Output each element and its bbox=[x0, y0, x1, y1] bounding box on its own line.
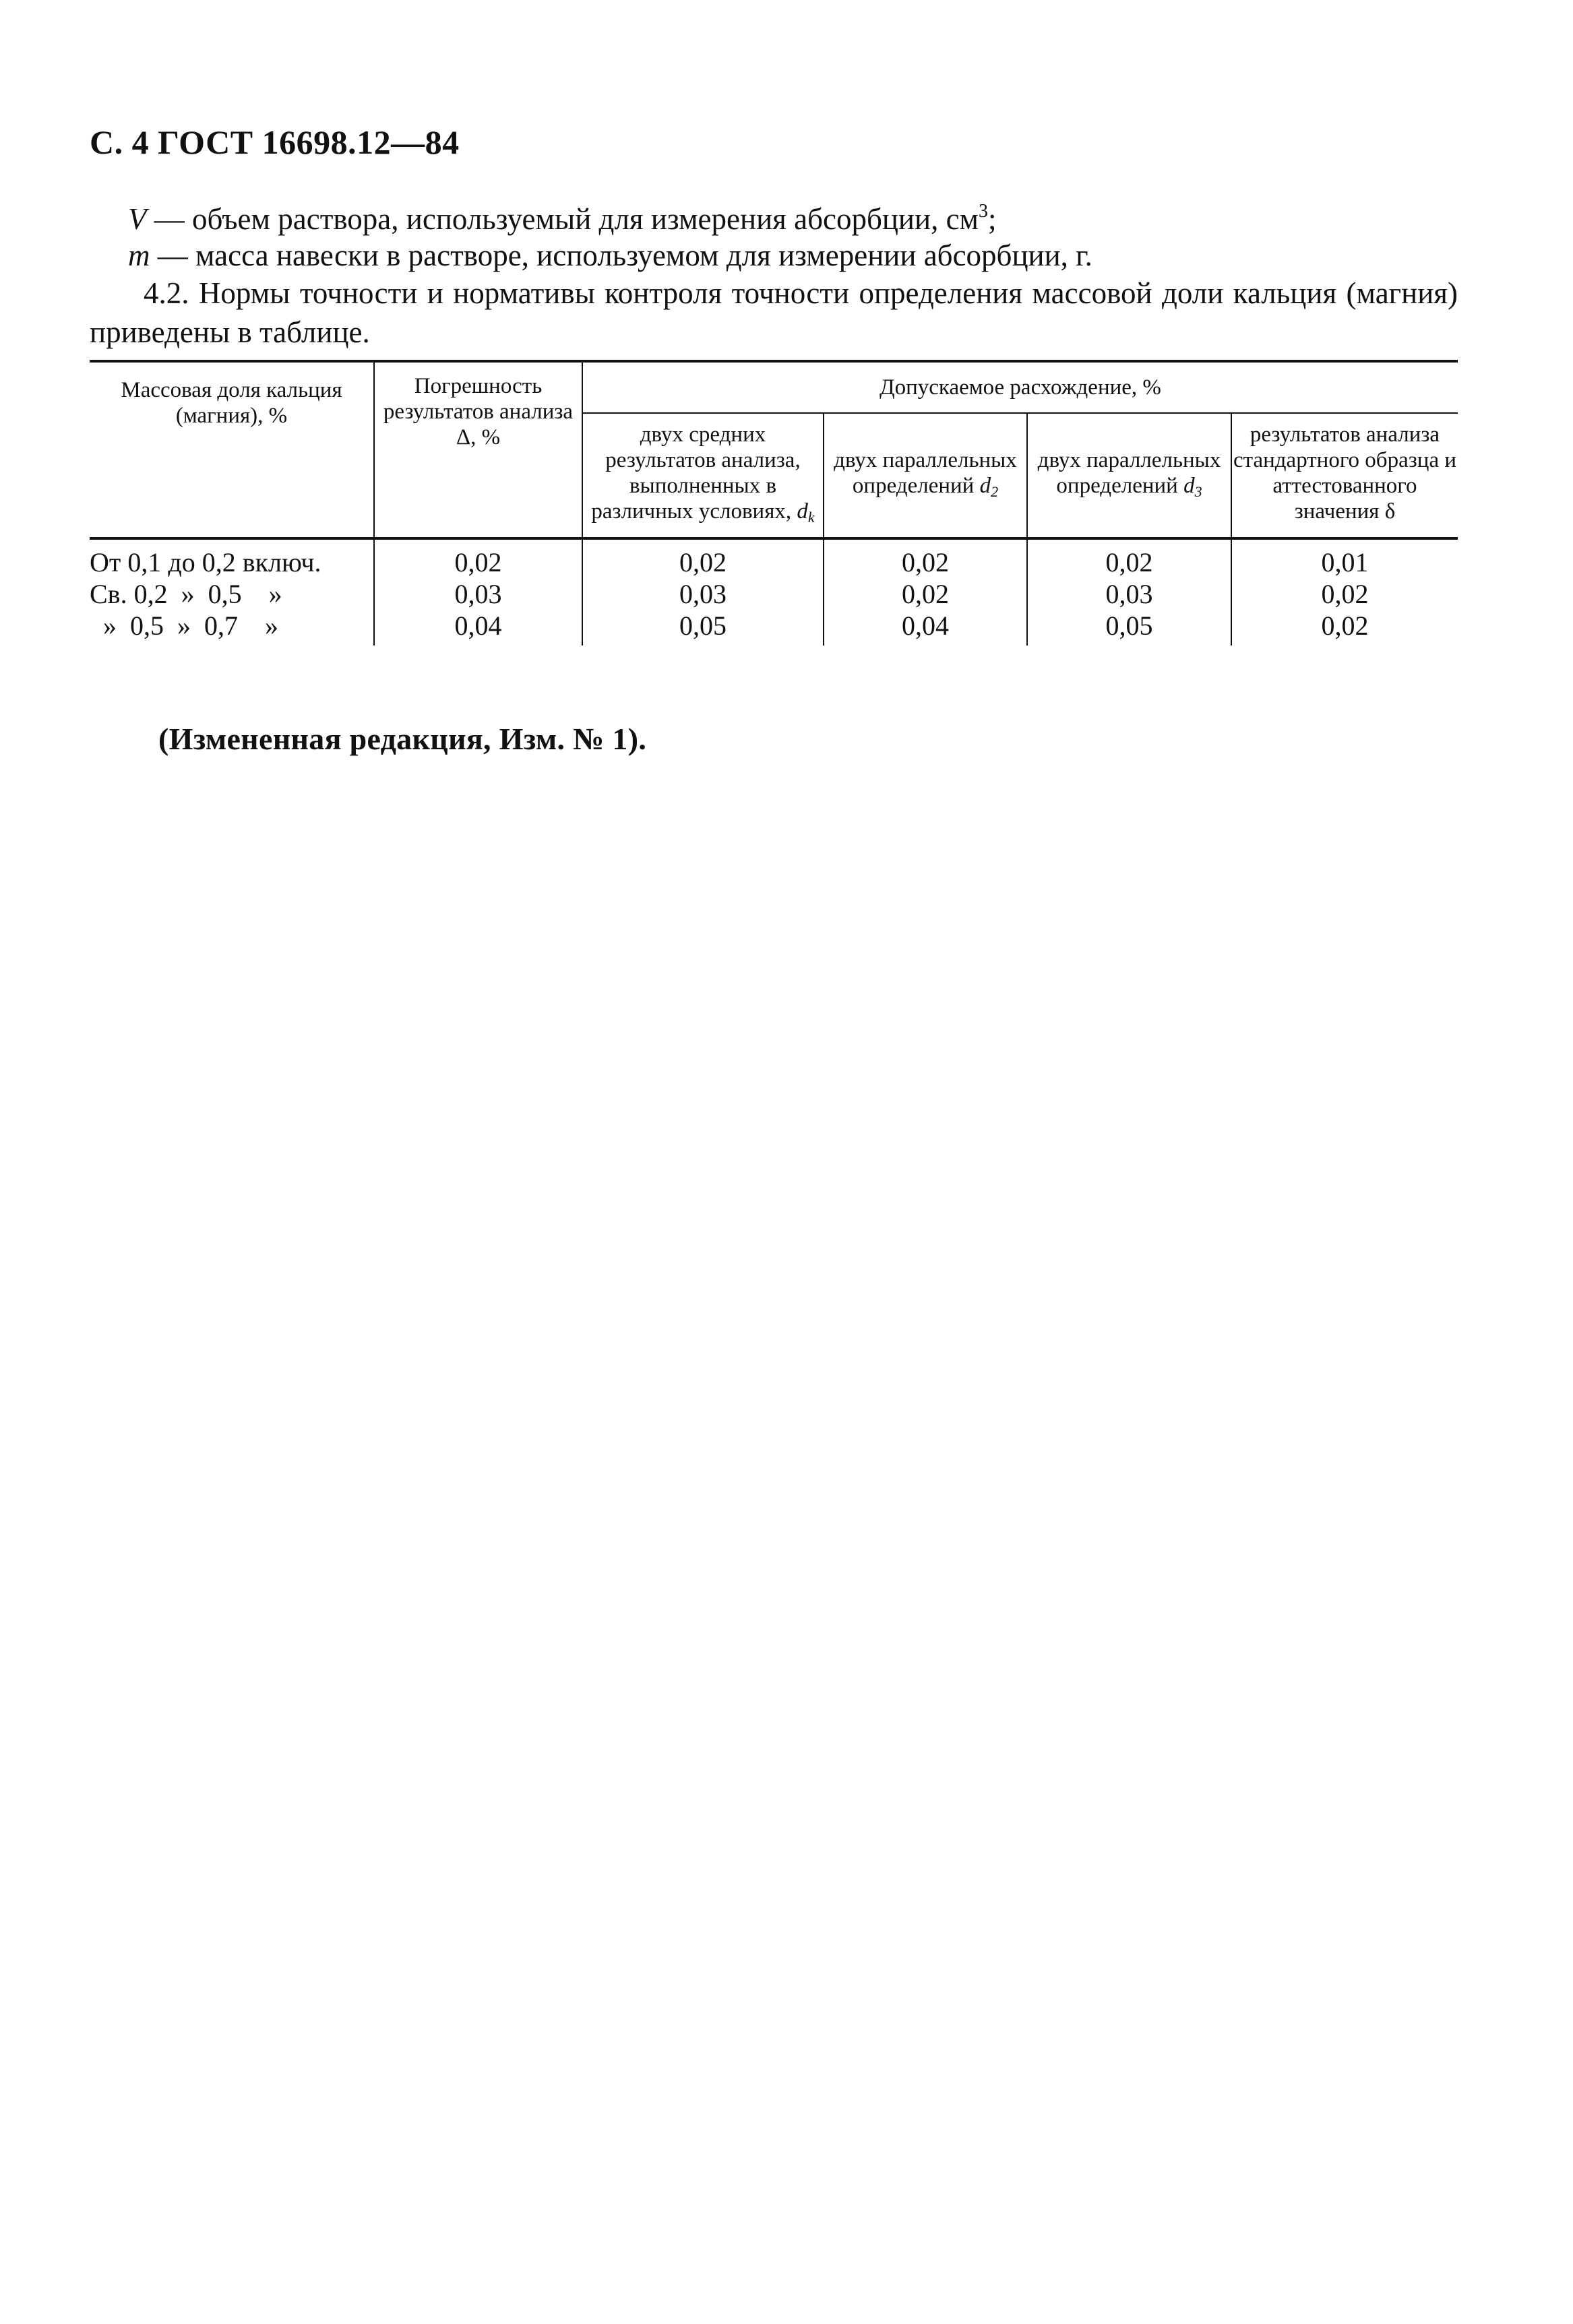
header-d2-text: двух параллельных определений bbox=[834, 448, 1017, 498]
definition-m-text: — масса навески в растворе, используемом для измерении абсорбции, г. bbox=[150, 239, 1092, 272]
amendment-note: (Измененная редакция, Изм. № 1). bbox=[158, 722, 647, 756]
table-row bbox=[90, 610, 1458, 646]
cell-error: 0,02 bbox=[374, 538, 582, 578]
cell-d3: 0,02 bbox=[1027, 538, 1231, 578]
cell-delta: 0,02 bbox=[1231, 610, 1458, 646]
definition-v-end: ; bbox=[988, 202, 997, 236]
cell-d2: 0,02 bbox=[824, 538, 1027, 578]
header-d3-subscript: 3 bbox=[1194, 483, 1202, 500]
cell-dk: 0,03 bbox=[582, 578, 824, 610]
cell-error: 0,04 bbox=[374, 610, 582, 646]
cell-d3: 0,05 bbox=[1027, 610, 1231, 646]
table-row bbox=[90, 538, 1458, 578]
header-d3-text: двух параллельных определений bbox=[1037, 448, 1221, 498]
header-d3 bbox=[1027, 413, 1231, 538]
definition-v bbox=[128, 201, 1496, 238]
cell-dk: 0,02 bbox=[582, 538, 824, 578]
cell-d2: 0,04 bbox=[824, 610, 1027, 646]
cell-delta: 0,01 bbox=[1231, 538, 1458, 578]
symbol-m: m bbox=[128, 239, 150, 272]
header-delta: результатов анализа стандартного образца и аттестованного значения δ bbox=[1231, 413, 1458, 538]
header-dk-subscript: k bbox=[807, 509, 815, 526]
header-d2-subscript: 2 bbox=[991, 483, 999, 500]
cell-mass: От 0,1 до 0,2 включ. bbox=[90, 547, 321, 577]
accuracy-table bbox=[90, 360, 1458, 646]
header-d3-symbol: d bbox=[1183, 474, 1195, 498]
header-d2 bbox=[824, 413, 1027, 538]
cell-mass: » 0,5 » 0,7 » bbox=[90, 610, 278, 641]
header-error: Погрешность результатов анализа Δ, % bbox=[374, 361, 582, 538]
header-mass-fraction: Массовая доля кальция (магния), % bbox=[90, 361, 374, 538]
table-row bbox=[90, 578, 1458, 610]
cell-error: 0,03 bbox=[374, 578, 582, 610]
header-d2-symbol: d bbox=[979, 474, 991, 498]
cell-delta: 0,02 bbox=[1231, 578, 1458, 610]
cell-dk: 0,05 bbox=[582, 610, 824, 646]
definition-v-sup: 3 bbox=[979, 201, 989, 222]
cell-mass: Св. 0,2 » 0,5 » bbox=[90, 579, 282, 609]
symbol-v: V bbox=[128, 202, 147, 236]
definition-v-text: — объем раствора, используемый для измерения абсорбции, см bbox=[146, 202, 979, 236]
definition-m bbox=[128, 237, 1496, 274]
cell-d2: 0,02 bbox=[824, 578, 1027, 610]
page-header: С. 4 ГОСТ 16698.12—84 bbox=[90, 123, 460, 161]
header-dk-symbol: d bbox=[797, 499, 808, 524]
header-dk-text: двух средних результатов анализа, выполненных в различных условиях, bbox=[591, 422, 801, 524]
section-4-2-paragraph: 4.2. Нормы точности и нормативы контроля точности определения массовой доли кальция (магния) приведены в таблице. bbox=[90, 276, 1458, 349]
header-allowed-discrepancy: Допускаемое расхождение, % bbox=[582, 361, 1458, 413]
header-dk bbox=[582, 413, 824, 538]
cell-d3: 0,03 bbox=[1027, 578, 1231, 610]
